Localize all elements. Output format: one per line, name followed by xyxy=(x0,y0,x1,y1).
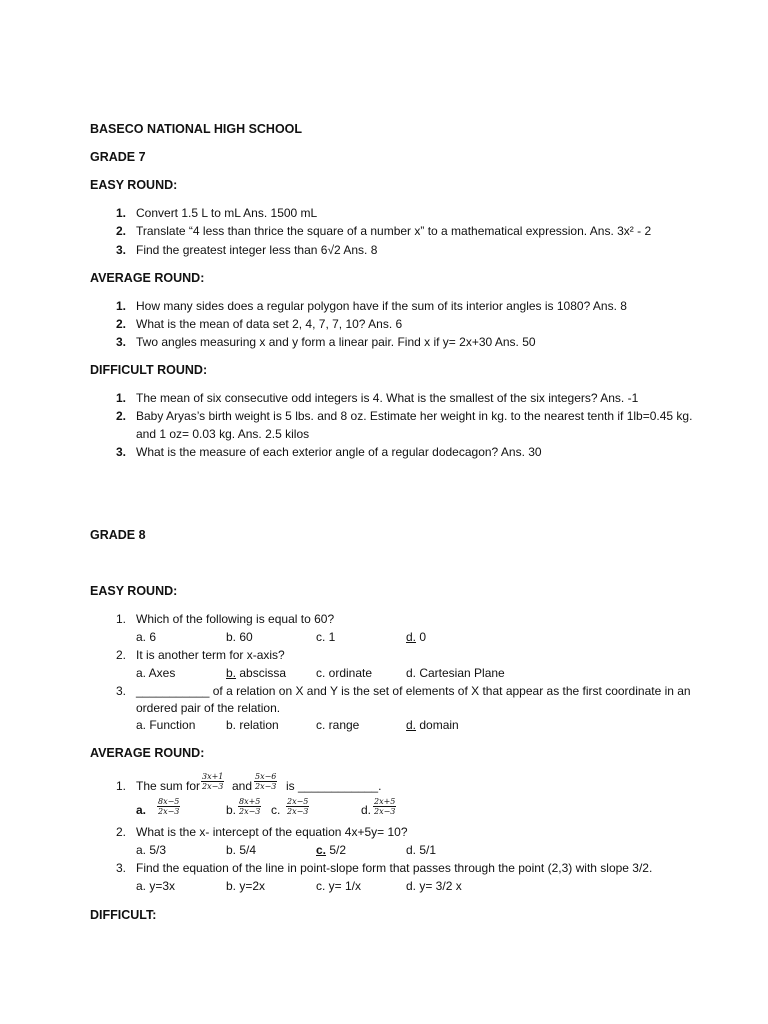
option-text: 0 xyxy=(416,630,427,644)
g8-easy-3-num: 3. xyxy=(115,684,126,698)
g8-easy-1-num: 1. xyxy=(115,612,126,626)
denominator: 2x−3 xyxy=(239,807,261,816)
g8-avg-1-opt-a-letter: a. xyxy=(136,803,147,817)
answer-letter: d. xyxy=(406,718,417,732)
g7-avg-3-text: Two angles measuring x and y form a linear pair. Find x if y= 2x+30 Ans. 50 xyxy=(136,335,536,349)
fraction-option-d xyxy=(373,797,396,816)
numerator: 2x+5 xyxy=(374,797,396,806)
g8-difficult-heading: DIFFICULT: xyxy=(90,908,157,922)
denominator: 2x−3 xyxy=(287,807,309,816)
g7-average-heading: AVERAGE ROUND: xyxy=(90,271,205,285)
g7-avg-2-text: What is the mean of data set 2, 4, 7, 7, 10? Ans. 6 xyxy=(136,317,403,331)
g8-easy-1-opt-c: c. 1 xyxy=(316,630,336,644)
g8-average-heading: AVERAGE ROUND: xyxy=(90,746,205,760)
g8-avg-1-opt-c-letter: c. xyxy=(271,803,281,817)
g8-avg-3-opt-d: d. y= 3/2 x xyxy=(406,879,462,893)
g7-avg-1-num: 1. xyxy=(115,299,126,313)
g8-avg-1-opt-b-letter: b. xyxy=(226,803,237,817)
g8-easy-heading: EASY ROUND: xyxy=(90,584,178,598)
g7-diff-2-num: 2. xyxy=(115,409,126,423)
g8-avg-3-text: Find the equation of the line in point-slope form that passes through the point (2,3) with slope 3/2. xyxy=(136,861,653,875)
g8-avg-3-opt-c: c. y= 1/x xyxy=(316,879,362,893)
denominator: 2x−3 xyxy=(255,782,277,791)
grade-7-heading: GRADE 7 xyxy=(90,150,146,164)
g8-easy-3-opt-a: a. Function xyxy=(136,718,196,732)
g8-easy-2-opt-c: c. ordinate xyxy=(316,666,373,680)
g8-easy-3-opt-d xyxy=(406,718,459,732)
option-text: domain xyxy=(416,718,459,732)
g8-avg-1-num: 1. xyxy=(115,779,126,793)
g8-avg-1-post: is ____________. xyxy=(286,779,382,793)
g8-avg-3-num: 3. xyxy=(115,861,126,875)
numerator: 2x−5 xyxy=(287,797,309,806)
g8-easy-1-opt-b: b. 60 xyxy=(226,630,253,644)
answer-letter: d. xyxy=(406,630,417,644)
g7-avg-1-text: How many sides does a regular polygon have if the sum of its interior angles is 1080? Ans. 8 xyxy=(136,299,627,313)
g7-easy-2-num: 2. xyxy=(115,224,126,238)
g8-avg-2-num: 2. xyxy=(115,825,126,839)
g7-avg-2-num: 2. xyxy=(115,317,126,331)
g8-easy-1-opt-a: a. 6 xyxy=(136,630,157,644)
fraction-5x6-over-2x3 xyxy=(254,772,277,791)
g8-easy-3-opt-b: b. relation xyxy=(226,718,279,732)
denominator: 2x−3 xyxy=(158,807,180,816)
numerator: 8x+5 xyxy=(239,797,261,806)
g8-easy-2-num: 2. xyxy=(115,648,126,662)
g7-difficult-heading: DIFFICULT ROUND: xyxy=(90,363,208,377)
answer-letter: c. xyxy=(316,843,327,857)
g8-easy-3-text: ___________ of a relation on X and Y is the set of elements of X that appear as the first coordinate in an xyxy=(136,684,691,698)
g8-easy-2-opt-d: d. Cartesian Plane xyxy=(406,666,505,680)
g8-avg-2-opt-d: d. 5/1 xyxy=(406,843,437,857)
numerator: 3x+1 xyxy=(202,772,224,781)
g8-avg-2-opt-c xyxy=(316,843,346,857)
g8-avg-2-opt-a: a. 5/3 xyxy=(136,843,167,857)
g8-avg-2-text: What is the x- intercept of the equation 4x+5y= 10? xyxy=(136,825,408,839)
g7-diff-3-text: What is the measure of each exterior angle of a regular dodecagon? Ans. 30 xyxy=(136,445,542,459)
g7-easy-heading: EASY ROUND: xyxy=(90,178,178,192)
option-text: abscissa xyxy=(236,666,287,680)
g8-easy-3-opt-c: c. range xyxy=(316,718,360,732)
g8-easy-2-opt-b xyxy=(226,666,286,680)
g7-diff-1-text: The mean of six consecutive odd integers is 4. What is the smallest of the six integers? Ans. -1 xyxy=(136,391,639,405)
g7-easy-3-text: Find the greatest integer less than 6√2 Ans. 8 xyxy=(136,243,378,257)
g8-avg-1-mid: and xyxy=(232,779,253,793)
fraction-option-b xyxy=(238,797,261,816)
fraction-option-a xyxy=(157,797,180,816)
school-name: BASECO NATIONAL HIGH SCHOOL xyxy=(90,122,303,136)
g7-easy-2-text: Translate “4 less than thrice the square of a number x” to a mathematical expression. Ans. 3x² - 2 xyxy=(136,224,652,238)
grade-8-heading: GRADE 8 xyxy=(90,528,146,542)
denominator: 2x−3 xyxy=(374,807,396,816)
g7-easy-3-num: 3. xyxy=(115,243,126,257)
g7-easy-1-text: Convert 1.5 L to mL Ans. 1500 mL xyxy=(136,206,318,220)
g8-avg-2-opt-b: b. 5/4 xyxy=(226,843,257,857)
g8-easy-3-text-cont: ordered pair of the relation. xyxy=(136,701,281,715)
fraction-option-c xyxy=(286,797,309,816)
g8-easy-2-opt-a: a. Axes xyxy=(136,666,176,680)
option-text: 5/2 xyxy=(326,843,347,857)
g7-diff-1-num: 1. xyxy=(115,391,126,405)
fraction-3x1-over-2x3 xyxy=(201,772,224,791)
numerator: 8x−5 xyxy=(158,797,180,806)
g8-easy-2-text: It is another term for x-axis? xyxy=(136,648,285,662)
g8-avg-1-opt-d-letter: d. xyxy=(361,803,372,817)
g8-avg-3-opt-b: b. y=2x xyxy=(226,879,266,893)
g8-easy-1-text: Which of the following is equal to 60? xyxy=(136,612,335,626)
g7-diff-2-text: Baby Aryas’s birth weight is 5 lbs. and 8 oz. Estimate her weight in kg. to the nearest tenth if 1lb=0.45 kg. xyxy=(136,409,693,423)
g7-diff-2-text-cont: and 1 oz= 0.03 kg. Ans. 2.5 kilos xyxy=(136,427,310,441)
g8-easy-1-opt-d xyxy=(406,630,426,644)
g7-avg-3-num: 3. xyxy=(115,335,126,349)
g7-diff-3-num: 3. xyxy=(115,445,126,459)
denominator: 2x−3 xyxy=(202,782,224,791)
g8-avg-3-opt-a: a. y=3x xyxy=(136,879,176,893)
g8-avg-1-pre: The sum for xyxy=(136,779,201,793)
answer-letter: b. xyxy=(226,666,237,680)
g7-easy-1-num: 1. xyxy=(115,206,126,220)
numerator: 5x−6 xyxy=(255,772,277,781)
